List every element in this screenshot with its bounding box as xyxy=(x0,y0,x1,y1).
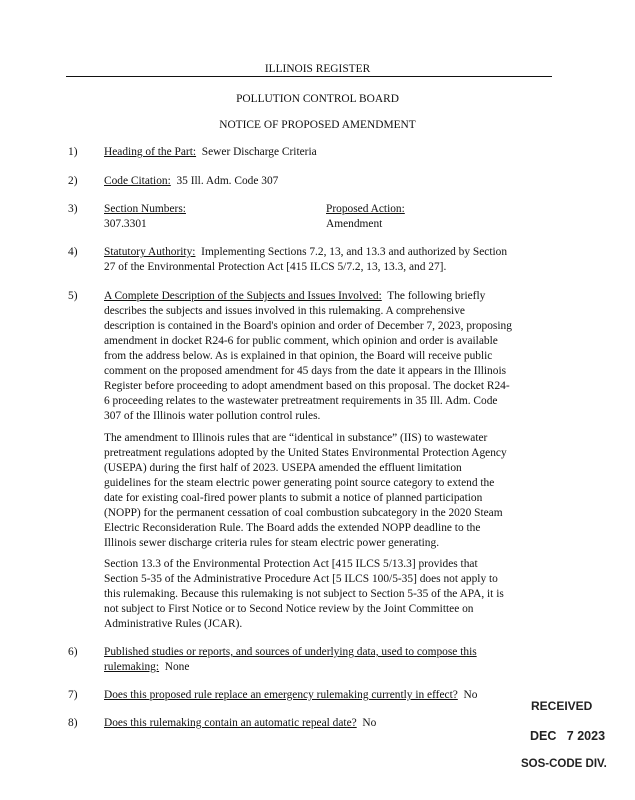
item-4-text-2: 27 of the Environmental Protection Act [415 ILCS 5/7.2, 13, 13.3, and 27]. xyxy=(104,261,447,273)
description-paragraph-1 xyxy=(104,304,550,424)
item-2-number: 2) xyxy=(68,175,78,187)
section-number-value: 307.3301 xyxy=(104,218,147,230)
item-8-label: Does this rulemaking contain an automatic repeal date? xyxy=(104,717,357,729)
item-5-line-1 xyxy=(104,289,485,304)
p2-line: The amendment to Illinois rules that are “identical in substance” (IIS) to wastewater xyxy=(104,432,488,444)
board-title: POLLUTION CONTROL BOARD xyxy=(236,93,399,105)
p2-line: (NOPP) for the permanent cessation of coal combustion subcategory in the 2020 Steam xyxy=(104,507,503,519)
stamp-date: DEC 7 2023 xyxy=(530,729,606,743)
item-7-number: 7) xyxy=(68,689,78,701)
register-title: ILLINOIS REGISTER xyxy=(264,63,371,75)
p2-line: guidelines for the steam electric power generating point source category to extend the xyxy=(104,477,495,489)
p1-line: comment on the proposed amendment for 45 days from the date it appears in the Illinois xyxy=(104,365,507,377)
item-7-label: Does this proposed rule replace an emergency rulemaking currently in effect? xyxy=(104,689,458,701)
p1-line: description is contained in the Board's opinion and order of December 7, 2023, proposing xyxy=(104,320,512,332)
item-8-value: No xyxy=(362,717,377,729)
description-paragraph-2 xyxy=(104,431,550,551)
p1-line: 6 proceeding relates to the wastewater pretreatment requirements in 35 Ill. Adm. Code xyxy=(104,395,498,407)
p1-line: from the address below. As is explained in that opinion, the Board will receive public xyxy=(104,350,493,362)
item-4-line-1 xyxy=(104,245,554,260)
item-1-number: 1) xyxy=(68,146,78,158)
p1-line: Register before proceeding to adopt amendment based on this proposal. The docket R24- xyxy=(104,380,510,392)
proposed-action-value: Amendment xyxy=(326,218,383,230)
item-6-number: 6) xyxy=(68,646,78,658)
stamp-received: RECEIVED xyxy=(531,699,593,713)
description-paragraph-3 xyxy=(104,557,550,632)
item-5-label: A Complete Description of the Subjects and Issues Involved: xyxy=(104,290,382,302)
header-rule xyxy=(66,76,552,77)
proposed-action-label: Proposed Action: xyxy=(326,203,405,215)
item-3-number: 3) xyxy=(68,203,78,215)
item-4-label: Statutory Authority: xyxy=(104,246,196,258)
item-7 xyxy=(104,688,477,703)
item-4-text-1: Implementing Sections 7.2, 13, and 13.3 and authorized by Section xyxy=(201,246,508,258)
item-7-value: No xyxy=(463,689,478,701)
p2-line: (USEPA) during the first half of 2023. USEPA amended the effluent limitation xyxy=(104,462,462,474)
p2-line: Illinois sewer discharge criteria rules for steam electric power generating. xyxy=(104,537,440,549)
item-2-value: 35 Ill. Adm. Code 307 xyxy=(176,175,279,187)
section-numbers-label: Section Numbers: xyxy=(104,203,186,215)
item-5-number: 5) xyxy=(68,290,78,302)
item-6-line-2 xyxy=(104,660,189,675)
p1-line: describes the subjects and issues involved in this rulemaking. A comprehensive xyxy=(104,305,465,317)
item-8 xyxy=(104,716,376,731)
notice-title: NOTICE OF PROPOSED AMENDMENT xyxy=(219,119,416,131)
p3-line: Section 13.3 of the Environmental Protection Act [415 ILCS 5/13.3] provides that xyxy=(104,558,478,570)
item-5-first-text: The following briefly xyxy=(387,290,486,302)
item-6-label-1: Published studies or reports, and sources of underlying data, used to compose this xyxy=(104,646,477,658)
item-8-number: 8) xyxy=(68,717,78,729)
item-6-label-2: rulemaking: xyxy=(104,661,160,673)
p2-line: date for existing coal-fired power plants to submit a notice of planned participation xyxy=(104,492,483,504)
item-4-number: 4) xyxy=(68,246,78,258)
item-2-label: Code Citation: xyxy=(104,175,171,187)
p1-line: 307 of the Illinois water pollution control rules. xyxy=(104,410,321,422)
item-1 xyxy=(104,145,317,160)
p3-line: Section 5-35 of the Administrative Procedure Act [5 ILCS 100/5-35] does not apply to xyxy=(104,573,498,585)
p3-line: not subject to First Notice or to Second Notice review by the Joint Committee on xyxy=(104,603,474,615)
p3-line: Administrative Rules (JCAR). xyxy=(104,618,243,630)
item-2 xyxy=(104,174,278,189)
stamp-office: SOS-CODE DIV. xyxy=(521,758,607,770)
item-1-value: Sewer Discharge Criteria xyxy=(201,146,317,158)
p3-line: this rulemaking. Because this rulemaking is not subject to Section 5-35 of the APA, it is xyxy=(104,588,504,600)
item-1-label: Heading of the Part: xyxy=(104,146,197,158)
p1-line: amendment in docket R24-6 for public comment, which opinion and order is available xyxy=(104,335,498,347)
item-6-value: None xyxy=(164,661,190,673)
p2-line: pretreatment regulations adopted by the United States Environmental Protection Agency xyxy=(104,447,507,459)
p2-line: Electric Reconsideration Rule. The Board adds the extended NOPP deadline to the xyxy=(104,522,481,534)
